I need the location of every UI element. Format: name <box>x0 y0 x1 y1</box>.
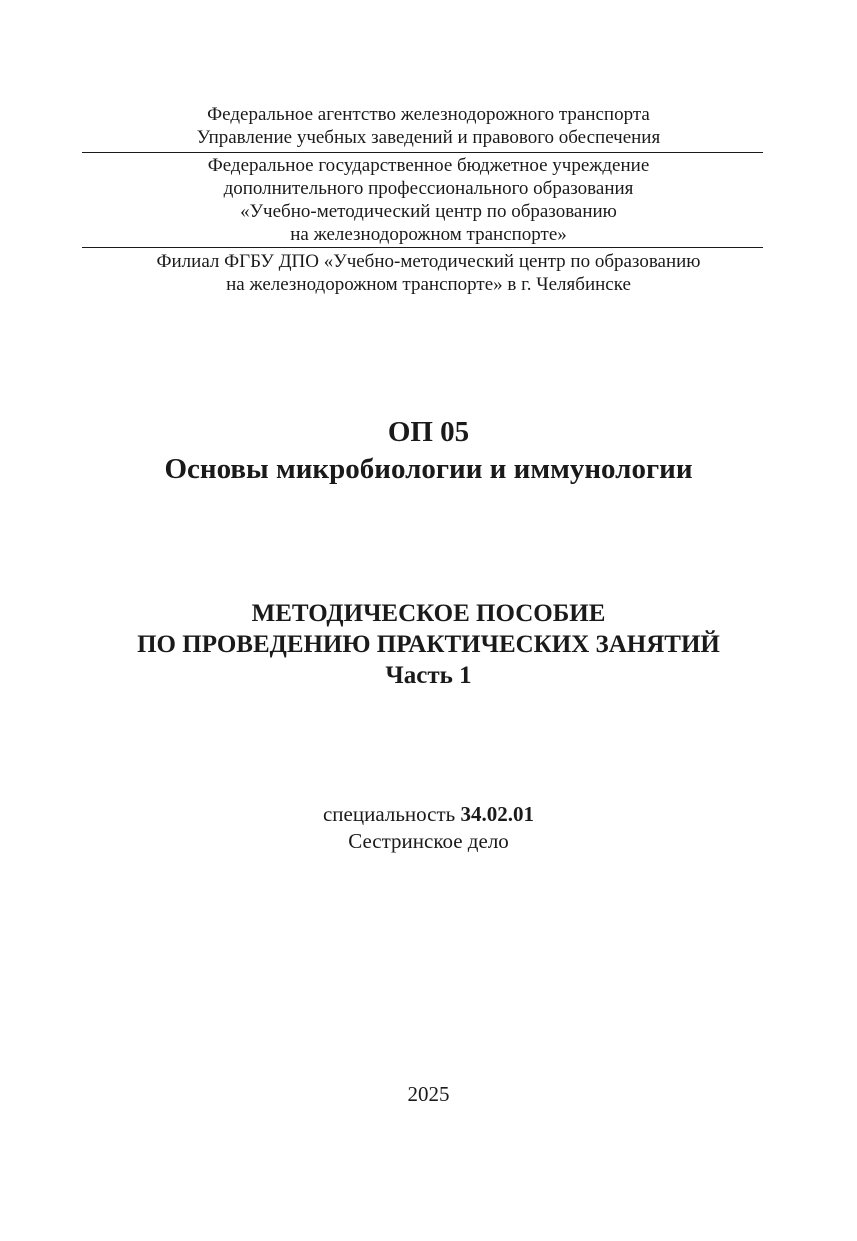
branch-line: Филиал ФГБУ ДПО «Учебно-методический центр по образованию <box>156 251 701 272</box>
manual-heading <box>0 598 857 691</box>
specialty-line <box>0 801 857 828</box>
institution-line: «Учебно-методический центр по образованию <box>240 201 617 222</box>
branch-line: на железнодорожном транспорте» в г. Челябинске <box>226 274 631 295</box>
manual-title-line-2: ПО ПРОВЕДЕНИЮ ПРАКТИЧЕСКИХ ЗАНЯТИЙ <box>137 631 720 658</box>
publication-year: 2025 <box>407 1082 450 1106</box>
agency-department-line: Управление учебных заведений и правового обеспечения <box>196 127 661 148</box>
institution-line: дополнительного профессионального образования <box>223 178 634 199</box>
header-divider-top <box>82 152 763 153</box>
manual-title-line-1: МЕТОДИЧЕСКОЕ ПОСОБИЕ <box>251 600 606 627</box>
specialty-code: 34.02.01 <box>460 802 534 826</box>
institution-line: Федеральное государственное бюджетное учреждение <box>207 155 650 176</box>
course-title: Основы микробиологии и иммунологии <box>164 453 693 485</box>
agency-header <box>0 103 857 149</box>
specialty-label: специальность <box>322 802 456 826</box>
course-heading <box>0 414 857 488</box>
specialty-name: Сестринское дело <box>348 829 509 853</box>
institution-header <box>0 154 857 246</box>
agency-line: Федеральное агентство железнодорожного транспорта <box>207 104 650 125</box>
branch-header <box>0 250 857 296</box>
course-code: ОП 05 <box>387 416 470 448</box>
header-divider-bottom <box>82 247 763 248</box>
institution-line: на железнодорожном транспорте» <box>290 224 567 245</box>
manual-part: Часть 1 <box>385 662 472 689</box>
specialty-info <box>0 801 857 855</box>
